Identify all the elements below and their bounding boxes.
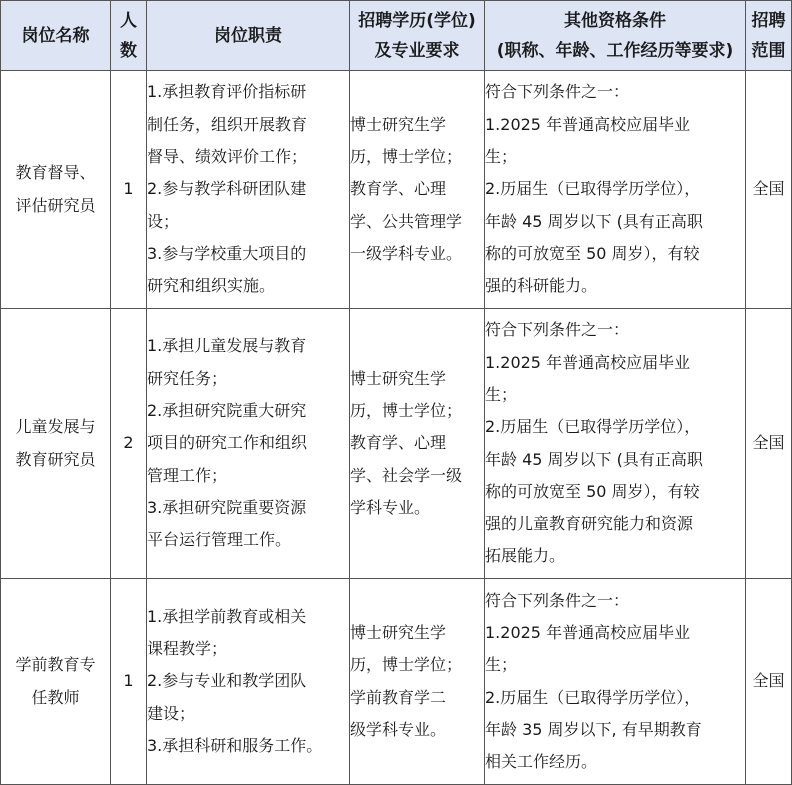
requirements-cell: 符合下列条件之一： 1.2025 年普通高校应届毕业 生； 2.历届生（已取得学历学位）， 年龄 45 周岁以下 (具有正高职 称的可放宽至 50 周岁），有较 强的儿童教育研究能力和资源 拓展能力。 [485,309,746,579]
education-cell: 博士研究生学 历，博士学位； 教育学、心理 学、公共管理学 一级学科专业。 [350,71,485,309]
position-count-cell: 2 [111,309,147,579]
header-count: 人 数 [111,1,147,71]
header-edu: 招聘学历(学位) 及专业要求 [350,1,485,71]
header-req: 其他资格条件 (职称、年龄、工作经历等要求) [485,1,746,71]
header-name: 岗位名称 [1,1,111,71]
position-name-cell: 儿童发展与 教育研究员 [1,309,111,579]
table-row [1,71,792,309]
education-cell: 博士研究生学 历，博士学位； 学前教育学二 级学科专业。 [350,579,485,785]
scope-cell: 全国 [746,309,792,579]
position-name-cell: 学前教育专 任教师 [1,579,111,785]
table-row [1,309,792,579]
position-count-cell: 1 [111,579,147,785]
position-name-cell: 教育督导、 评估研究员 [1,71,111,309]
position-duty-cell: 1.承担儿童发展与教育 研究任务； 2.承担研究院重大研究 项目的研究工作和组织 管理工作； 3.承担研究院重要资源 平台运行管理工作。 [147,309,350,579]
requirements-cell: 符合下列条件之一： 1.2025 年普通高校应届毕业 生； 2.历届生（已取得学历学位）， 年龄 35 周岁以下, 有早期教育 相关工作经历。 [485,579,746,785]
scope-cell: 全国 [746,579,792,785]
scope-cell: 全国 [746,71,792,309]
header-duty: 岗位职责 [147,1,350,71]
header-row [1,1,792,71]
position-duty-cell: 1.承担学前教育或相关 课程教学； 2.参与专业和教学团队 建设； 3.承担科研和服务工作。 [147,579,350,785]
education-cell: 博士研究生学 历，博士学位； 教育学、心理 学、社会学一级 学科专业。 [350,309,485,579]
requirements-cell: 符合下列条件之一： 1.2025 年普通高校应届毕业 生； 2.历届生（已取得学历学位）， 年龄 45 周岁以下 (具有正高职 称的可放宽至 50 周岁），有较 强的科研能力。 [485,71,746,309]
table-row [1,579,792,785]
position-count-cell: 1 [111,71,147,309]
position-duty-cell: 1.承担教育评价指标研 制任务，组织开展教育 督导、绩效评价工作； 2.参与教学科研团队建 设； 3.参与学校重大项目的 研究和组织实施。 [147,71,350,309]
header-scope: 招聘 范围 [746,1,792,71]
